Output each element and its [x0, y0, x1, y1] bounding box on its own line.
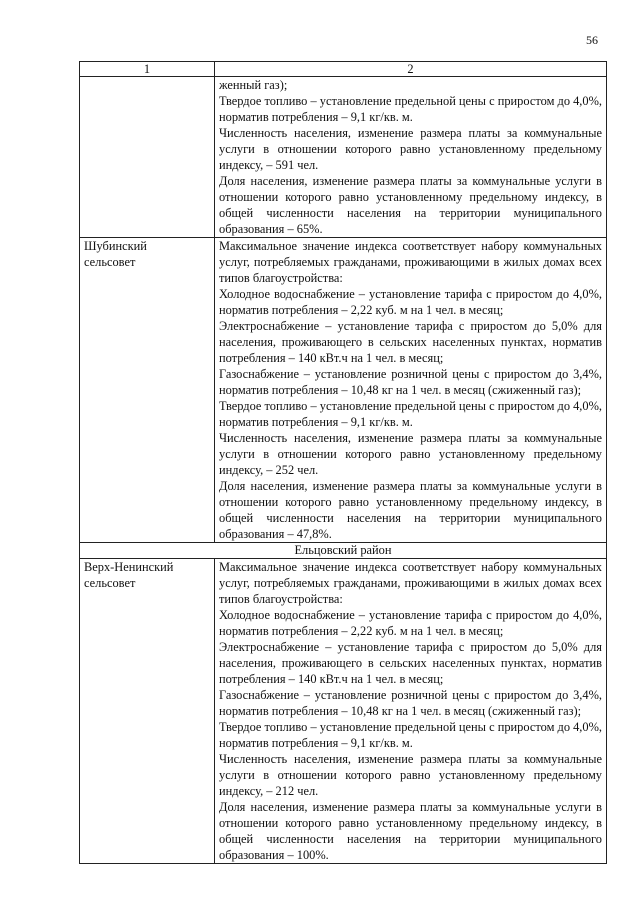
- table-header-row: [80, 62, 607, 77]
- paragraph: Доля населения, изменение размера платы за коммунальные услуги в отношении которого равно установленному предельному индексу, в общей численности населения на территории муниципального образования – 100%.: [219, 800, 602, 862]
- document-table: [79, 61, 607, 864]
- paragraph: Холодное водоснабжение – установление тарифа с приростом до 4,0%, норматив потребления – 2,22 куб. м на 1 чел. в месяц;: [219, 287, 602, 317]
- municipality-name-line: сельсовет: [84, 255, 136, 269]
- paragraph: женный газ);: [219, 78, 288, 92]
- paragraph: Газоснабжение – установление розничной цены с приростом до 3,4%, норматив потребления – 10,48 кг на 1 чел. в месяц (сжиженный газ);: [219, 688, 602, 718]
- municipality-name-line: Верх-Ненинский: [84, 560, 174, 574]
- paragraph: Численность населения, изменение размера платы за коммунальные услуги в отношении которого равно установленному предельному индексу, – 252 чел.: [219, 431, 602, 477]
- paragraph: Максимальное значение индекса соответствует набору коммунальных услуг, потребляемых гражданами, проживающими в жилых домах всех типов благоустройства:: [219, 239, 602, 285]
- paragraph: Доля населения, изменение размера платы за коммунальные услуги в отношении которого равно установленному предельному индексу, в общей численности населения на территории муниципального образования – 65%.: [219, 174, 602, 236]
- paragraph: Твердое топливо – установление предельной цены с приростом до 4,0%, норматив потребления – 9,1 кг/кв. м.: [219, 399, 603, 429]
- table-row-shubinsky: [80, 238, 607, 543]
- indicator-description-cell: [215, 238, 607, 543]
- paragraph: Твердое топливо – установление предельной цены с приростом до 4,0%, норматив потребления – 9,1 кг/кв. м.: [219, 94, 603, 124]
- paragraph: Максимальное значение индекса соответствует набору коммунальных услуг, потребляемых гражданами, проживающими в жилых домах всех типов благоустройства:: [219, 560, 602, 606]
- paragraph: Газоснабжение – установление розничной цены с приростом до 3,4%, норматив потребления – 10,48 кг на 1 чел. в месяц (сжиженный газ);: [219, 367, 602, 397]
- paragraph: Доля населения, изменение размера платы за коммунальные услуги в отношении которого равно установленному предельному индексу, в общей численности населения на территории муниципального образования – 47,8%.: [219, 479, 602, 541]
- municipality-name-line: Шубинский: [84, 239, 147, 253]
- paragraph: Электроснабжение – установление тарифа с приростом до 5,0% для населения, проживающего в сельских населенных пунктах, норматив потребления – 140 кВт.ч на 1 чел. в месяц;: [219, 319, 602, 365]
- district-header-row: [80, 543, 607, 559]
- municipality-name-line: сельсовет: [84, 576, 136, 590]
- table-row-verkh-neninsky: [80, 559, 607, 864]
- table-row-continuation: [80, 77, 607, 238]
- column-header-1: 1: [80, 62, 215, 77]
- page-number: 56: [586, 33, 598, 47]
- district-name: Ельцовский район: [80, 543, 607, 559]
- paragraph: Холодное водоснабжение – установление тарифа с приростом до 4,0%, норматив потребления – 2,22 куб. м на 1 чел. в месяц;: [219, 608, 602, 638]
- column-header-2: 2: [215, 62, 607, 77]
- indicator-description-cell: [215, 559, 607, 864]
- paragraph: Численность населения, изменение размера платы за коммунальные услуги в отношении которого равно установленному предельному индексу, – 212 чел.: [219, 752, 602, 798]
- municipality-name-cell: [80, 238, 215, 543]
- paragraph: Численность населения, изменение размера платы за коммунальные услуги в отношении которого равно установленному предельному индексу, – 591 чел.: [219, 126, 602, 172]
- municipality-name-cell: [80, 559, 215, 864]
- paragraph: Электроснабжение – установление тарифа с приростом до 5,0% для населения, проживающего в сельских населенных пунктах, норматив потребления – 140 кВт.ч на 1 чел. в месяц;: [219, 640, 602, 686]
- municipality-name-cell: [80, 77, 215, 238]
- indicator-description-cell: [215, 77, 607, 238]
- paragraph: Твердое топливо – установление предельной цены с приростом до 4,0%, норматив потребления – 9,1 кг/кв. м.: [219, 720, 603, 750]
